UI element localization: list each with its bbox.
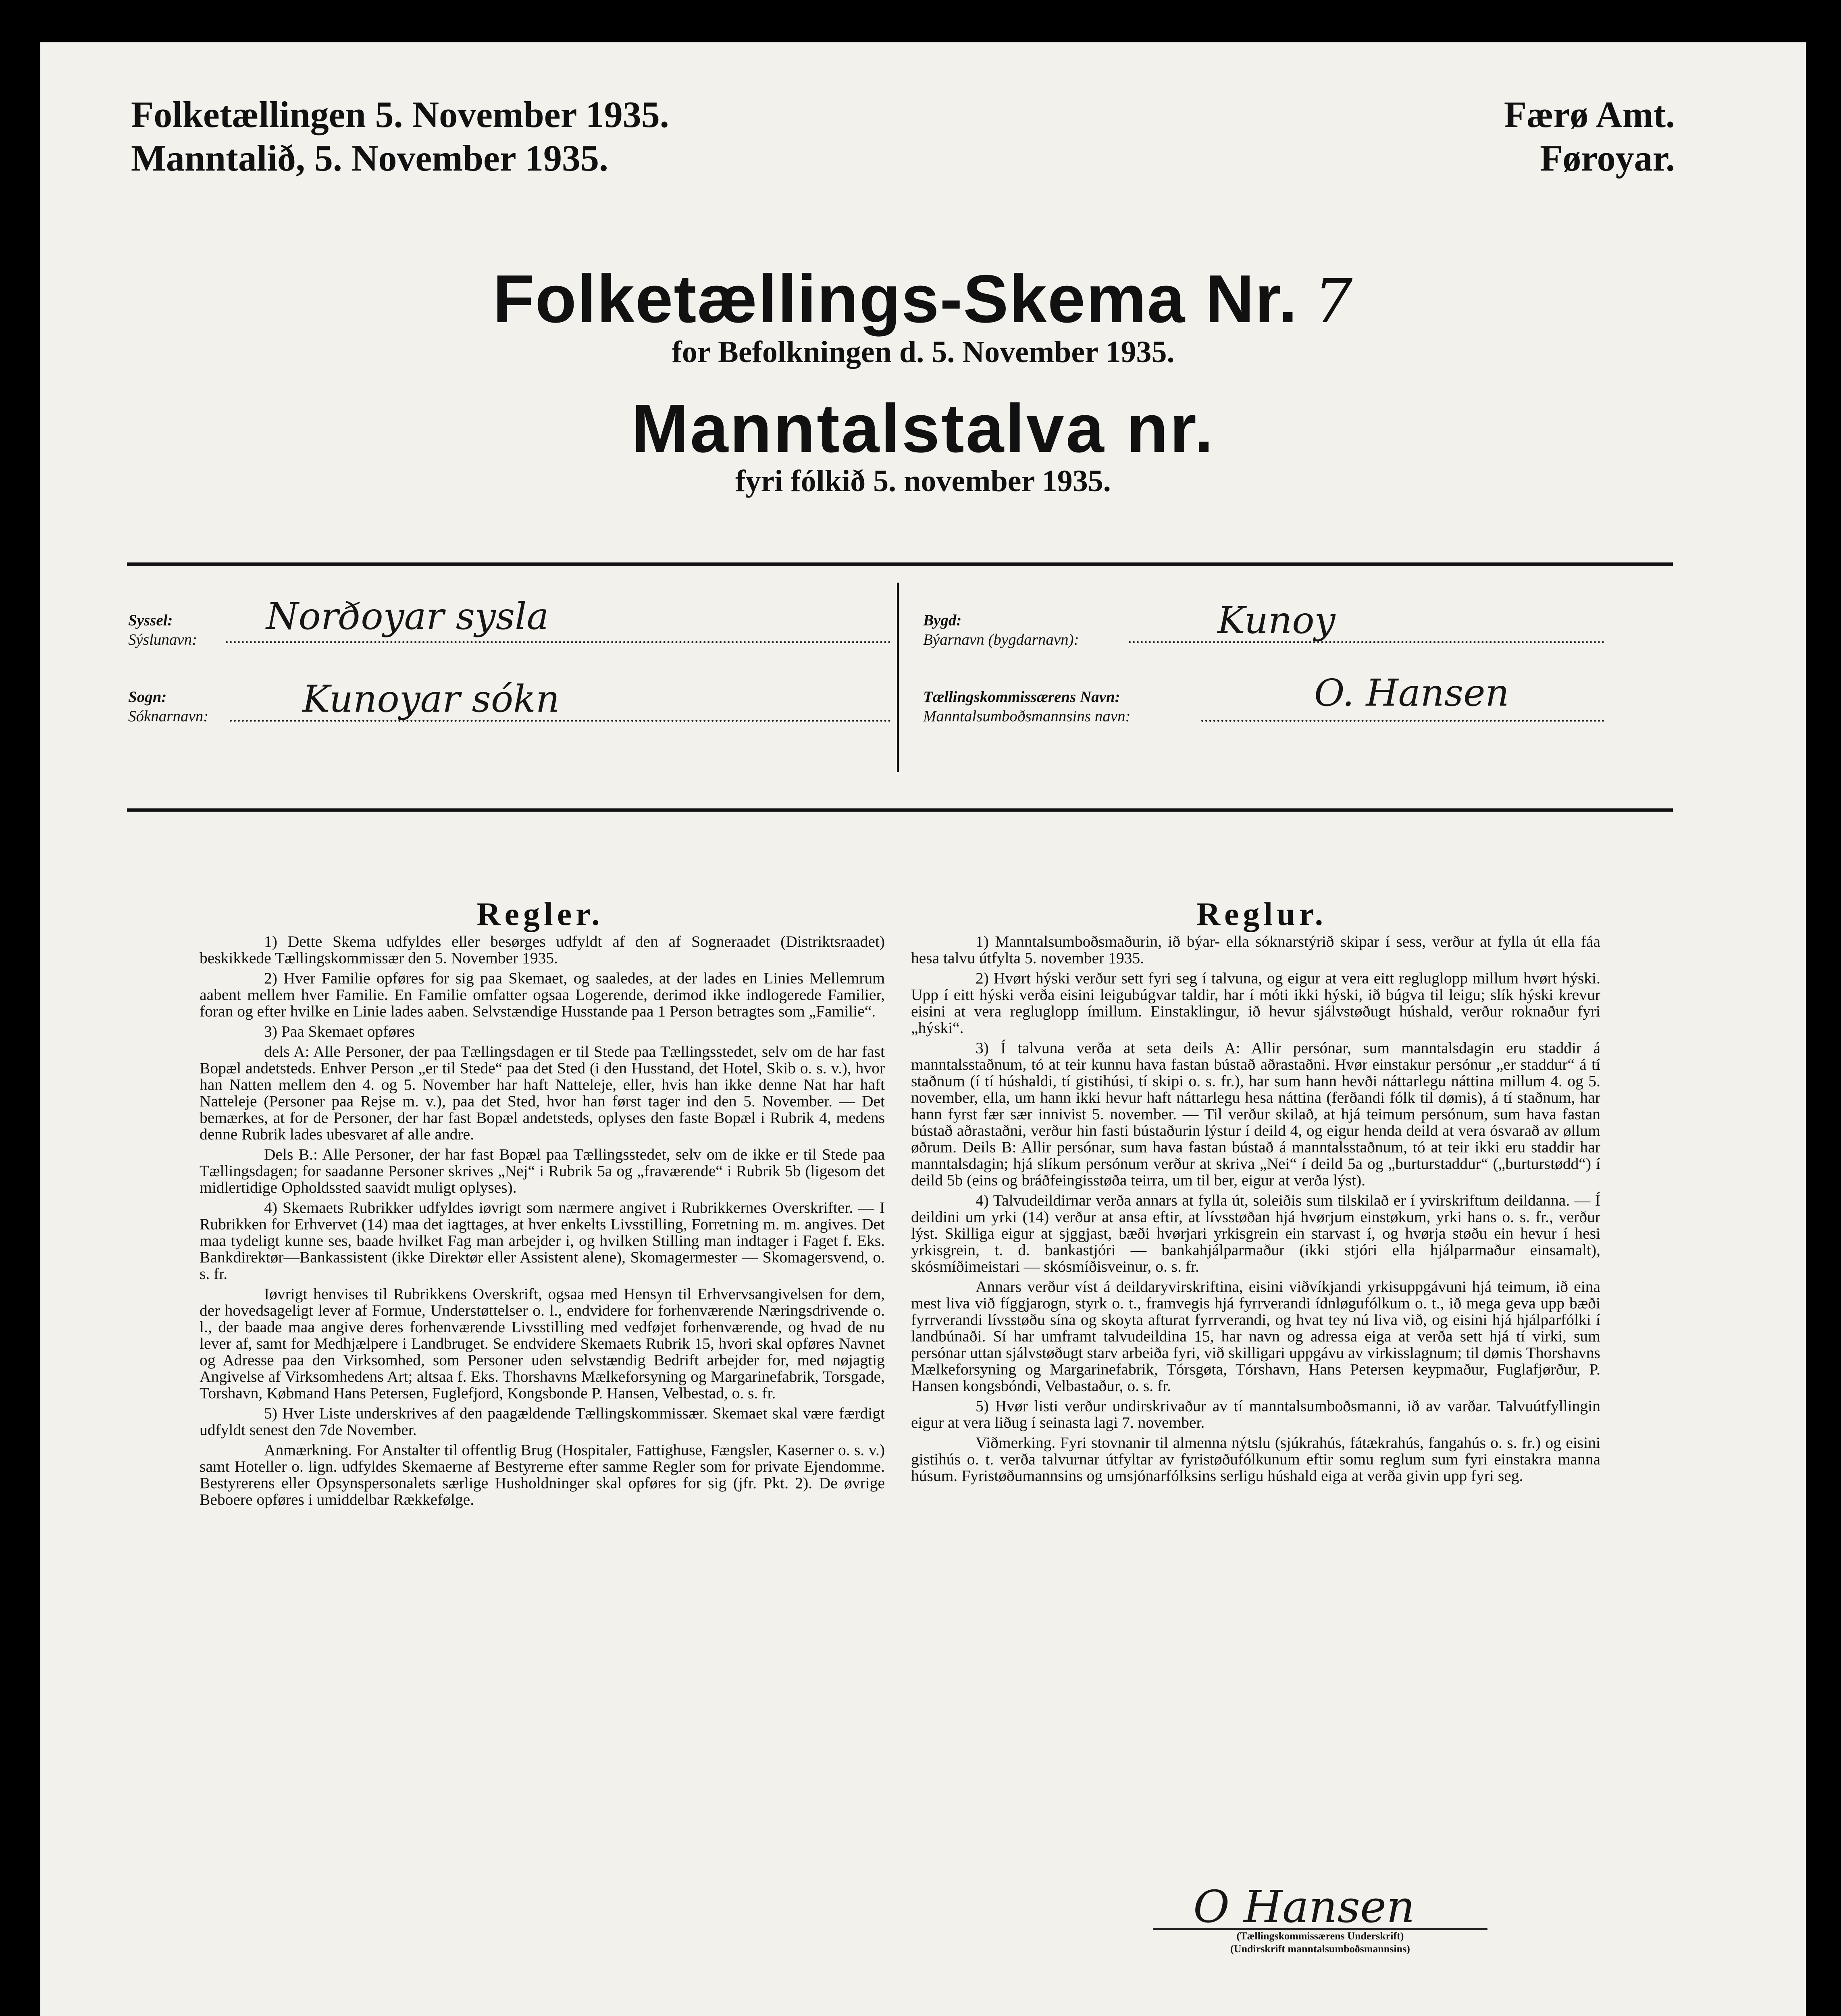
regler-p1: 1) Dette Skema udfyldes eller besørges udfyldt af den af Sogneraadet (Distriktsraadet) beskikkede Tællingskommissær den 5. November 1935. [200, 933, 885, 967]
signature-caption-danish: (Tællingskommissærens Underskrift) [1236, 1930, 1404, 1942]
regler-p4: dels A: Alle Personer, der paa Tællingsdagen er til Stede paa Tællingsstedet, selv om de har fast Bopæl andetsteds. Enhver Person „er til Stede“ paa det Sted (i den Husstand, det Hotel, Skib o. s. v.), hvor han Natten mellem den 4. og 5. November har haft Natteleje, eller, hvis han ikke denne Nat har haft Natteleje (Personer paa Rejse m. v.), paa det Sted, hvor han først tager ind den 5. November. — Det bemærkes, at for de Personer, der har fast Bopæl andetsteds, oplyses den faste Bopæl i Rubrik 4, medens denne Rubrik lades ubesvaret af alle andre. [200, 1043, 885, 1143]
regler-p3: 3) Paa Skemaet opføres [264, 1023, 415, 1040]
kommissaer-label: Tællingskommissærens Navn: Manntalsumboðsmannsins navn: [923, 688, 1131, 725]
reglur-heading: Reglur. [1196, 896, 1327, 932]
regler-p7: Iøvrigt henvises til Rubrikkens Overskrift, ogsaa med Hensyn til Erhvervsangivelsen for dem, der hovedsageligt lever af Formue, Understøttelser o. l., endvidere for forhenværende Næringsdrivende o. l., der baade maa angive deres forhenværende Livsstilling med vedføjet forhenværende, og hvad de nu lever af, samt for Medhjælpere i Landbruget. Se endvidere Skemaets Rubrik 15, hvori skal opføres Navnet og Adresse paa den Virksomhed, som Personer uden selvstændig Bedrift arbejder for, med nøjagtig Angivelse af Virksomhedens Art; altsaa f. Eks. Thorshavns Mælkeforsyning og Margarinefabrik, Torsgade, Torshavn, Købmand Hans Petersen, Fuglefjord, Kongsbonde P. Hansen, Velbestad, o. s. fr. [200, 1285, 885, 1402]
signature-caption-faroese: (Undirskrift manntalsumboðsmannsins) [1230, 1943, 1410, 1955]
header-left-line1: Folketællingen 5. November 1935. [131, 94, 669, 135]
form-title-faroese: Manntalstalva nr. [631, 390, 1215, 467]
regler-p2: 2) Hver Familie opføres for sig paa Skemaet, og saaledes, at der lades en Linies Mellemrum aabent mellem hver Familie. En Familie omfatter ogsaa Logerende, derimod ikke indlogerede Familier, foran og efter hvilke en Linie lades aaben. Selvstændige Husstande paa 1 Person betragtes som „Familie“. [200, 969, 885, 1020]
regler-p8: 5) Hver Liste underskrives af den paagældende Tællingskommissær. Skemaet skal være færdigt udfyldt senest den 7de November. [200, 1404, 885, 1439]
regler-heading: Regler. [476, 896, 604, 932]
regler-column [200, 933, 885, 1512]
header-right [1504, 93, 1675, 180]
regler-p9: Anmærkning. For Anstalter til offentlig Brug (Hospitaler, Fattighuse, Fængsler, Kaserner o. s. v.) samt Hoteller o. lign. udfyldes Skemaerne af Bestyrerne efter samme Regler som for private Ejendomme. Bestyrerens eller Opsynspersonalets særlige Husholdninger skal opføres for sig (jfr. Pkt. 2). De øvrige Beboere opføres i umiddelbar Rækkefølge. [200, 1441, 885, 1508]
reglur-p6: 5) Hvør listi verður undirskrivaður av tí manntalsumboðsmanni, ið av varðar. Talvuútfyllingin eigur at vera liðug í seinasta lagi 7. november. [911, 1397, 1600, 1431]
vertical-divider [897, 583, 899, 772]
header-right-line1: Færø Amt. [1504, 94, 1675, 135]
form-title [40, 260, 1806, 338]
regler-p5: Dels B.: Alle Personer, der har fast Bopæl paa Tællingsstedet, selv om de ikke er til Stede paa Tællingsdagen; for saadanne Personer skrives „Nej“ i Rubrik 5a og „fraværende“ i Rubrik 5b (ligesom det midlertidige Opholdssted saavidt muligt oplyses). [200, 1145, 885, 1196]
reglur-p1: 1) Manntalsumboðsmaðurin, ið býar- ella sóknarstýrið skipar í sess, verður at fylla út ella fáa hesa talvu útfylta 5. november 1935. [911, 933, 1600, 967]
census-form-page [40, 42, 1806, 2016]
kommissaer-dotline [1201, 720, 1604, 722]
header-left-line2: Manntalið, 5. November 1935. [131, 137, 609, 179]
signature-block [1153, 1881, 1516, 1956]
reglur-p2: 2) Hvørt hýski verður sett fyri seg í talvuna, og eigur at vera eitt regluglopp millum hvørt hýski. Upp í eitt hýski verða eisini leigubúgvar taldir, har í móti ikki hýski, ið búgva til leigu; slík hýski krevur eisini at vera regluglopp ímillum. Einstaklingur, ið hevur sjálvstøðugt húshald, verður roknaður fyri „hýski“. [911, 969, 1600, 1037]
bygd-value: Kunoy [1217, 599, 1336, 642]
signature-handwritten: O Hansen [1193, 1881, 1415, 1933]
syssel-dotline [226, 641, 891, 643]
bottom-divider [127, 808, 1673, 812]
syssel-value: Norðoyar sysla [266, 595, 549, 638]
syssel-label: Syssel: Sýslunavn: [128, 612, 198, 648]
bygd-dotline [1129, 641, 1604, 643]
kommissaer-value: O. Hansen [1314, 671, 1509, 714]
form-subtitle-faroese: fyri fólkið 5. november 1935. [735, 464, 1111, 498]
sogn-label: Sogn: Sóknarnavn: [128, 688, 209, 725]
form-number-handwritten: 7 [1314, 267, 1354, 337]
header-right-line2: Føroyar. [1540, 137, 1675, 179]
reglur-p7: Viðmerking. Fyri stovnanir til almenna nýtslu (sjúkrahús, fátækrahús, fangahús o. s. fr.) og eisini gistihús o. t. verða talvurnar útfyltar av fyristøðufólkunum eftir somu reglum sum fyri einstakra manna húsum. Fyristøðumannsins og umsjónarfólksins serligu húshald eiga at verða givin upp fyri seg. [911, 1434, 1600, 1485]
reglur-p5: Annars verður víst á deildaryvirskriftina, eisini viðvíkjandi yrkisuppgávuni hjá teimum, ið eina mest liva við fíggjarogn, styrk o. t., framvegis hjá fyrrverandi ídnløgufólkum o. t., ið mega geva upp bæði fyrrverandi lívsstøðu sína og skoyta afturat fyrrverandi, og hvat tey nú liva við, og eisini hjá hjálparfólki í landbúnaði. Sí har umframt talvudeildina 15, har navn og adressa eiga at verða sett hjá tí virki, sum persónar uttan sjálvstøðugt starv arbeiða fyri, við skilligari uppgávu av virkisslagnum; til dømis Thorshavns Mælkeforsyning og Margarinefabrik, Tórsgøta, Tórshavn, Hans Petersen keypmaður, Fuglafjørður, P. Hansen kongsbóndi, Velbastaður, o. s. fr. [911, 1278, 1600, 1395]
sogn-value: Kunoyar sókn [302, 677, 560, 721]
bygd-label: Bygd: Býarnavn (bygdarnavn): [923, 612, 1079, 648]
reglur-p4: 4) Talvudeildirnar verða annars at fylla út, soleiðis sum tilskilað er í yvirskriftum deildanna. — Í deildini um yrki (14) verður at ansa eftir, at lívsstøðan hjá hvørjum einstøkum, yrki hans o. s. fr., verður lýst. Skilliga eigur at sjggjast, bæði hvørjari yrkisgrein ein starvast í, og hvørja støðu ein hevur í hesi yrkisgrein, t. d. bankastjóri — bankahjálparmaður (ikki stjóri ella hjálparmaður einsamalt), skósmíðimeistari — skósmíðisveinur, o. s. fr. [911, 1191, 1600, 1275]
form-title-text: Folketællings-Skema Nr. [493, 261, 1298, 337]
form-subtitle: for Befolkningen d. 5. November 1935. [672, 335, 1175, 369]
reglur-p3: 3) Í talvuna verða at seta deils A: Allir persónar, sum manntalsdagin eru staddir á manntalsstaðnum, tó at teir kunnu hava fastan bústað aðrastaðni. Hvør einstakur persónur „er staddur“ á tí staðnum (í tí húshaldi, tí gistihúsi, tí skipi o. s. fr.), har sum hann hevði náttarlegu náttina millum 4. og 5. november, ella, um hann ikki hevur haft náttarlegu hesa náttina (ferðandi fólk til dømis), á tí staðnum, har hann fyrst fær sær innivist 5. november. — Til verður skilað, at hjá teimum persónum, sum hava fastan bústað aðrastaðni, verður hin fasti bústaðurin lýstur í deild 4, og eigur henda deild at vera ósvarað av øllum øðrum. Deils B: Allir persónar, sum hava fastan bústað á manntalsstaðnum, tó at teir ikki eru staddir har manntalsdagin; hjá slíkum persónum verður at skriva „Nei“ í deild 5a og „burturstaddur“ („burturstødd“) í deild 5b (eins og bráðfeingisstøða teirra, um til ber, eigur at verða lýst). [911, 1039, 1600, 1189]
header-left [131, 93, 669, 180]
top-divider [127, 562, 1673, 566]
reglur-column [911, 933, 1600, 1488]
regler-p6: 4) Skemaets Rubrikker udfyldes iøvrigt som nærmere angivet i Rubrikkernes Overskrifter. — I Rubrikken for Erhvervet (14) maa det iagttages, at hver enkelts Livsstilling, Forretning m. m. angives. Det maa tydeligt kunne ses, baade hvilket Fag man arbejder i, og hvilken Stilling man indtager i Faget f. Eks. Bankdirektør—Bankassistent (ikke Direktør eller Assistent alene), Skomagermester — Skomagersvend, o. s. fr. [200, 1199, 885, 1283]
